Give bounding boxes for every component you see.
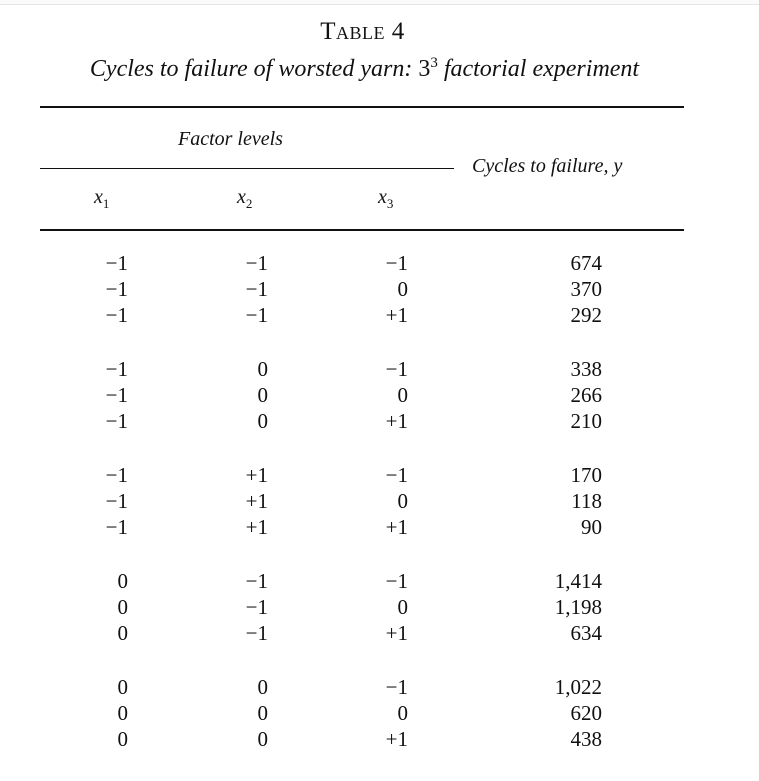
cell-x3: +1: [385, 409, 408, 433]
cell-y: 1,022: [554, 675, 602, 699]
cell-x3: +1: [385, 515, 408, 539]
cell-x3: −1: [385, 357, 408, 381]
table-caption: [12, 56, 717, 83]
cell-x1: 0: [117, 569, 128, 593]
cell-x1: 0: [117, 701, 128, 725]
table-row: [0, 489, 759, 515]
table-title: Table 4: [320, 18, 405, 45]
cell-x1: 0: [117, 675, 128, 699]
table-row: [0, 277, 759, 303]
cell-x1: −1: [105, 383, 128, 407]
table-row: [0, 727, 759, 753]
header-bottom-rule: [40, 229, 684, 231]
cell-x3: 0: [397, 595, 408, 619]
row-group: [0, 569, 759, 647]
cell-x1: −1: [105, 515, 128, 539]
caption-prefix: Cycles to failure of worsted yarn:: [89, 56, 419, 82]
cell-x3: +1: [385, 621, 408, 645]
row-group: [0, 675, 759, 753]
column-header-x1: $x_1$: [94, 186, 110, 211]
cell-x3: −1: [385, 675, 408, 699]
cell-x2: −1: [245, 621, 268, 645]
cell-y: 292: [570, 303, 602, 327]
caption-exponent: 3: [430, 55, 438, 71]
cell-x2: −1: [245, 569, 268, 593]
cell-x3: −1: [385, 569, 408, 593]
cell-x2: 0: [257, 727, 268, 751]
cell-x1: −1: [105, 489, 128, 513]
cell-y: 1,414: [554, 569, 602, 593]
cell-y: 620: [570, 701, 602, 725]
cell-x2: +1: [245, 515, 268, 539]
cell-x3: 0: [397, 383, 408, 407]
cell-x2: +1: [245, 489, 268, 513]
cell-y: 118: [571, 489, 602, 513]
table-row: [0, 569, 759, 595]
column-header-x3: $x_3$: [378, 186, 394, 211]
cell-x1: 0: [117, 727, 128, 751]
cell-x1: −1: [105, 277, 128, 301]
caption-suffix: factorial experiment: [437, 56, 640, 82]
row-group: [0, 357, 759, 435]
cell-y: 90: [581, 515, 602, 539]
cycles-header: Cycles to failure, y: [472, 155, 623, 177]
row-group: [0, 251, 759, 329]
table-row: [0, 357, 759, 383]
cell-x1: −1: [105, 409, 128, 433]
table-row: [0, 595, 759, 621]
cell-y: 338: [570, 357, 602, 381]
cell-x3: +1: [385, 727, 408, 751]
cell-x2: +1: [245, 463, 268, 487]
factor-levels-rule: [40, 168, 454, 169]
cell-x1: −1: [105, 463, 128, 487]
cell-x2: 0: [257, 383, 268, 407]
cell-x2: 0: [257, 675, 268, 699]
row-group: [0, 463, 759, 541]
column-header-x2: $x_2$: [237, 186, 253, 211]
table-row: [0, 409, 759, 435]
table-row: [0, 251, 759, 277]
caption-base: 3: [418, 56, 431, 82]
cell-y: 266: [570, 383, 602, 407]
factor-levels-header: Factor levels: [178, 128, 283, 150]
cell-x3: −1: [385, 463, 408, 487]
cell-x2: −1: [245, 303, 268, 327]
cell-x3: 0: [397, 277, 408, 301]
cell-x2: 0: [257, 357, 268, 381]
page-top-edge: [0, 0, 759, 5]
cell-x2: −1: [245, 251, 268, 275]
cell-x1: 0: [117, 621, 128, 645]
table-row: [0, 515, 759, 541]
cell-x1: −1: [105, 357, 128, 381]
cell-x1: −1: [105, 303, 128, 327]
top-rule: [40, 106, 684, 108]
cell-x1: 0: [117, 595, 128, 619]
cell-y: 170: [570, 463, 602, 487]
cell-y: 674: [570, 251, 602, 275]
table-row: [0, 463, 759, 489]
cell-x3: 0: [397, 489, 408, 513]
cell-x1: −1: [105, 251, 128, 275]
cell-x3: +1: [385, 303, 408, 327]
cell-y: 438: [570, 727, 602, 751]
table-row: [0, 701, 759, 727]
table-row: [0, 675, 759, 701]
cell-y: 370: [570, 277, 602, 301]
cell-x3: −1: [385, 251, 408, 275]
cell-y: 634: [570, 621, 602, 645]
cell-y: 1,198: [554, 595, 602, 619]
table-row: [0, 621, 759, 647]
cell-x3: 0: [397, 701, 408, 725]
cell-x2: −1: [245, 277, 268, 301]
table-row: [0, 303, 759, 329]
cell-y: 210: [570, 409, 602, 433]
table-body: [0, 251, 759, 781]
cell-x2: 0: [257, 701, 268, 725]
cell-x2: 0: [257, 409, 268, 433]
cell-x2: −1: [245, 595, 268, 619]
table-row: [0, 383, 759, 409]
